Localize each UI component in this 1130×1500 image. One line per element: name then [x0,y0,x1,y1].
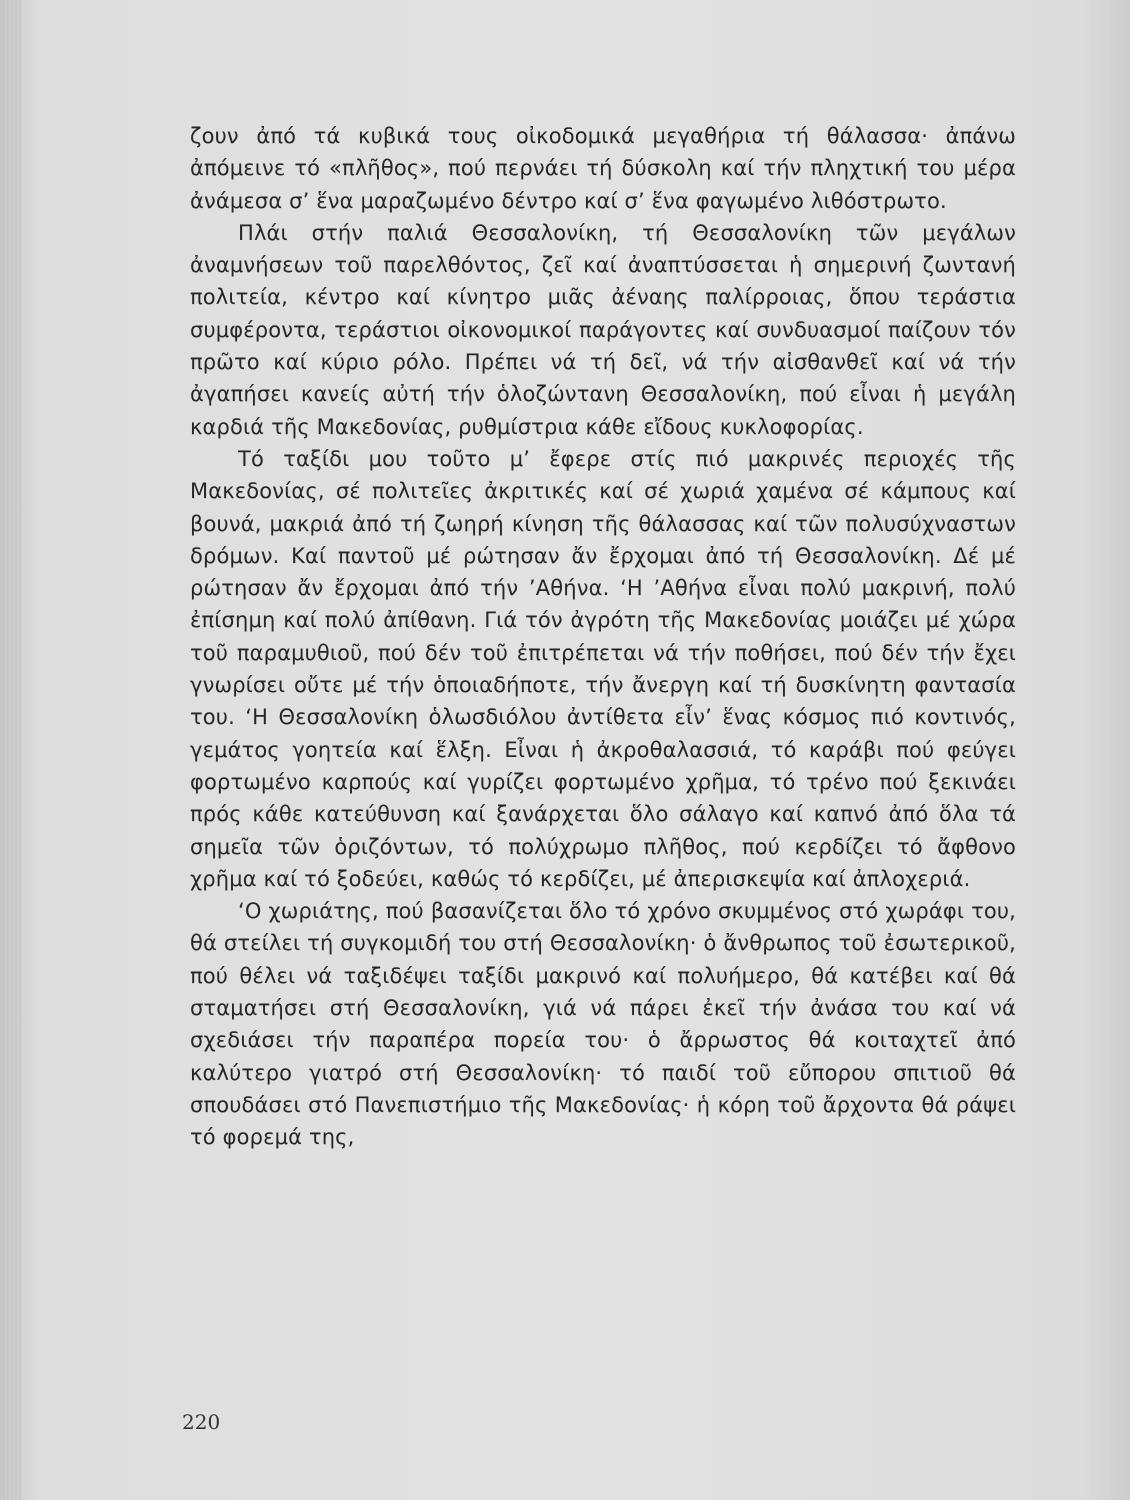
paragraph-journey: Τό ταξίδι μου τοῦτο μ’ ἔφερε στίς πιό μακρινές περιοχές τῆς Μακεδονίας, σέ πολιτεῖες ἀκριτικές καί σέ χωριά χαμένα σέ κάμπους καί βουνά, μακριά ἀπό τή ζωηρή κίνηση τῆς θάλασσας καί τῶν πολυσύχναστων δρόμων. Καί παντοῦ μέ ρώτησαν ἄν ἔρχομαι ἀπό τή Θεσσαλονίκη. Δέ μέ ρώτησαν ἄν ἔρχομαι ἀπό τήν ’Αθήνα. ‘Η ’Αθήνα εἶναι πολύ μακρινή, πολύ ἐπίσημη καί πολύ ἀπίθανη. Γιά τόν ἀγρότη τῆς Μακεδονίας μοιάζει μέ χώρα τοῦ παραμυθιοῦ, πού δέν τοῦ ἐπιτρέπεται νά τήν ποθήσει, πού δέν τήν ἔχει γνωρίσει οὔτε μέ τήν ὁποιαδήποτε, τήν ἄνεργη καί τή δυσκίνητη φαντασία του. ‘Η Θεσσαλονίκη ὁλωσδιόλου ἀντίθετα εἶν’ ἕνας κόσμος πιό κοντινός, γεμάτος γοητεία καί ἕλξη. Εἶναι ἡ ἀκροθαλασσιά, τό καράβι πού φεύγει φορτωμένο καρπούς καί γυρίζει φορτωμένο χρῆμα, τό τρένο πού ξεκινάει πρός κάθε κατεύθυνση καί ξανάρχεται ὅλο σάλαγο καί καπνό ἀπό ὅλα τά σημεῖα τῶν ὁριζόντων, τό πολύχρωμο πλῆθος, πού κερδίζει τό ἄφθονο χρῆμα καί τό ξοδεύει, καθώς τό κερδίζει, μέ ἀπερισκεψία καί ἀπλοχεριά. [190,446,1016,891]
paragraph-continuation: ζουν ἀπό τά κυβικά τους οἰκοδομικά μεγαθήρια τή θάλασσα· ἀπάνω ἀπόμεινε τό «πλῆθος», πού περνάει τή δύσκολη καί τήν πληχτική του μέρα ἀνάμεσα σ’ ἕνα μαραζωμένο δέντρο καί σ’ ἕνα φαγωμένο λιθόστρωτο. [190,124,1016,213]
paragraph-villager: ‘Ο χωριάτης, πού βασανίζεται ὅλο τό χρόνο σκυμμένος στό χωράφι του, θά στείλει τή συγκομιδή του στή Θεσσαλονίκη· ὁ ἄνθρωπος τοῦ ἐσωτερικοῦ, πού θέλει νά ταξιδέψει ταξίδι μακρινό καί πολυήμερο, θά κατέβει καί θά σταματήσει στή Θεσσαλονίκη, γιά νά πάρει ἐκεῖ τήν ἀνάσα του καί νά σχεδιάσει τήν παραπέρα πορεία του· ὁ ἄρρωστος θά κοιταχτεῖ ἀπό καλύτερο γιατρό στή Θεσσαλονίκη· τό παιδί τοῦ εὔπορου σπιτιοῦ θά σπουδάσει στό Πανεπιστήμιο τῆς Μακεδονίας· ἡ κόρη τοῦ ἄρχοντα θά ράψει τό φορεμά της, [190,899,1016,1150]
page-edge-shadow [0,0,22,1500]
body-text [190,120,1016,1154]
page-number: 220 [182,1410,221,1434]
paragraph-thessaloniki-city: Πλάι στήν παλιά Θεσσαλονίκη, τή Θεσσαλονίκη τῶν μεγάλων ἀναμνήσεων τοῦ παρελθόντος, ζεῖ καί ἀναπτύσσεται ἡ σημερινή ζωντανή πολιτεία, κέντρο καί κίνητρο μιᾶς ἀέναης παλίρροιας, ὅπου τεράστια συμφέροντα, τεράστιοι οἰκονομικοί παράγοντες καί συνδυασμοί παίζουν τόν πρῶτο καί κύριο ρόλο. Πρέπει νά τή δεῖ, νά τήν αἰσθανθεῖ καί νά τήν ἀγαπήσει κανείς αὐτή τήν ὁλοζώντανη Θεσσαλονίκη, πού εἶναι ἡ μεγάλη καρδιά τῆς Μακεδονίας, ρυθμίστρια κάθε εἴδους κυκλοφορίας. [190,220,1016,439]
